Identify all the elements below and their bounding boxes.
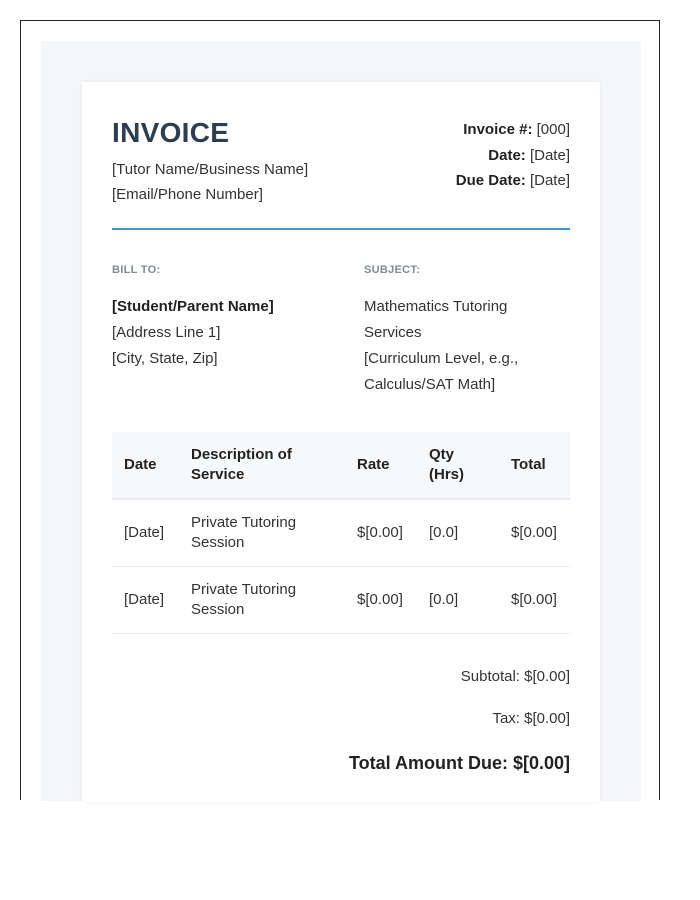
tax: Tax: $[0.00]	[492, 710, 570, 727]
table-row	[112, 567, 570, 634]
invoice-title: INVOICE	[112, 117, 230, 148]
row-description: Private Tutoring Session	[179, 567, 345, 634]
row-rate: $[0.00]	[345, 567, 417, 634]
bill-to-address-2: [City, State, Zip]	[112, 350, 218, 367]
total-amount-due: Total Amount Due: $[0.00]	[348, 753, 570, 773]
invoice-due-row	[456, 168, 570, 194]
bill-to-name: [Student/Parent Name]	[112, 298, 274, 315]
table-header-row	[112, 432, 570, 499]
invoice-due-value: [Date]	[529, 172, 570, 189]
line-items-table	[112, 432, 570, 634]
header-qty: Qty (Hrs)	[417, 432, 499, 499]
table-row	[112, 499, 570, 567]
bill-to-block	[112, 294, 352, 372]
subject-block	[364, 294, 564, 398]
parties-section	[112, 230, 570, 432]
row-rate: $[0.00]	[345, 499, 417, 567]
bill-to-address-1: [Address Line 1]	[112, 324, 221, 341]
tutor-name: [Tutor Name/Business Name]	[112, 161, 309, 178]
row-total: $[0.00]	[499, 499, 570, 567]
row-qty: [0.0]	[417, 567, 499, 634]
invoice-sheet	[82, 82, 600, 802]
row-description: Private Tutoring Session	[179, 499, 345, 567]
header-date: Date	[112, 432, 179, 499]
header-total: Total	[499, 432, 570, 499]
invoice-number-label: Invoice #:	[463, 121, 533, 138]
invoice-date-value: [Date]	[529, 146, 570, 164]
invoice-number-value: [000]	[536, 121, 570, 138]
invoice-number-row	[456, 117, 570, 143]
tutor-contact: [Email/Phone Number]	[112, 186, 263, 203]
subject-line-1: Mathematics Tutoring	[364, 298, 508, 315]
bill-to-label: BILL TO:	[112, 264, 161, 276]
row-date: [Date]	[112, 567, 179, 634]
row-date: [Date]	[112, 499, 179, 567]
header-description: Description of Service	[179, 432, 345, 499]
subject-label: SUBJECT:	[364, 264, 421, 276]
subject-line-2: Services	[364, 324, 422, 341]
invoice-date-row	[456, 143, 570, 169]
subject-line-3: [Curriculum Level, e.g.,	[364, 350, 519, 367]
invoice-due-label: Due Date:	[455, 172, 526, 189]
invoice-header	[112, 82, 570, 230]
invoice-meta	[456, 117, 570, 194]
header-rate: Rate	[345, 432, 417, 499]
subtotal: Subtotal: $[0.00]	[460, 668, 570, 685]
row-total: $[0.00]	[499, 567, 570, 634]
invoice-date-label: Date:	[488, 146, 526, 164]
row-qty: [0.0]	[417, 499, 499, 567]
subject-line-4: Calculus/SAT Math]	[364, 376, 496, 393]
